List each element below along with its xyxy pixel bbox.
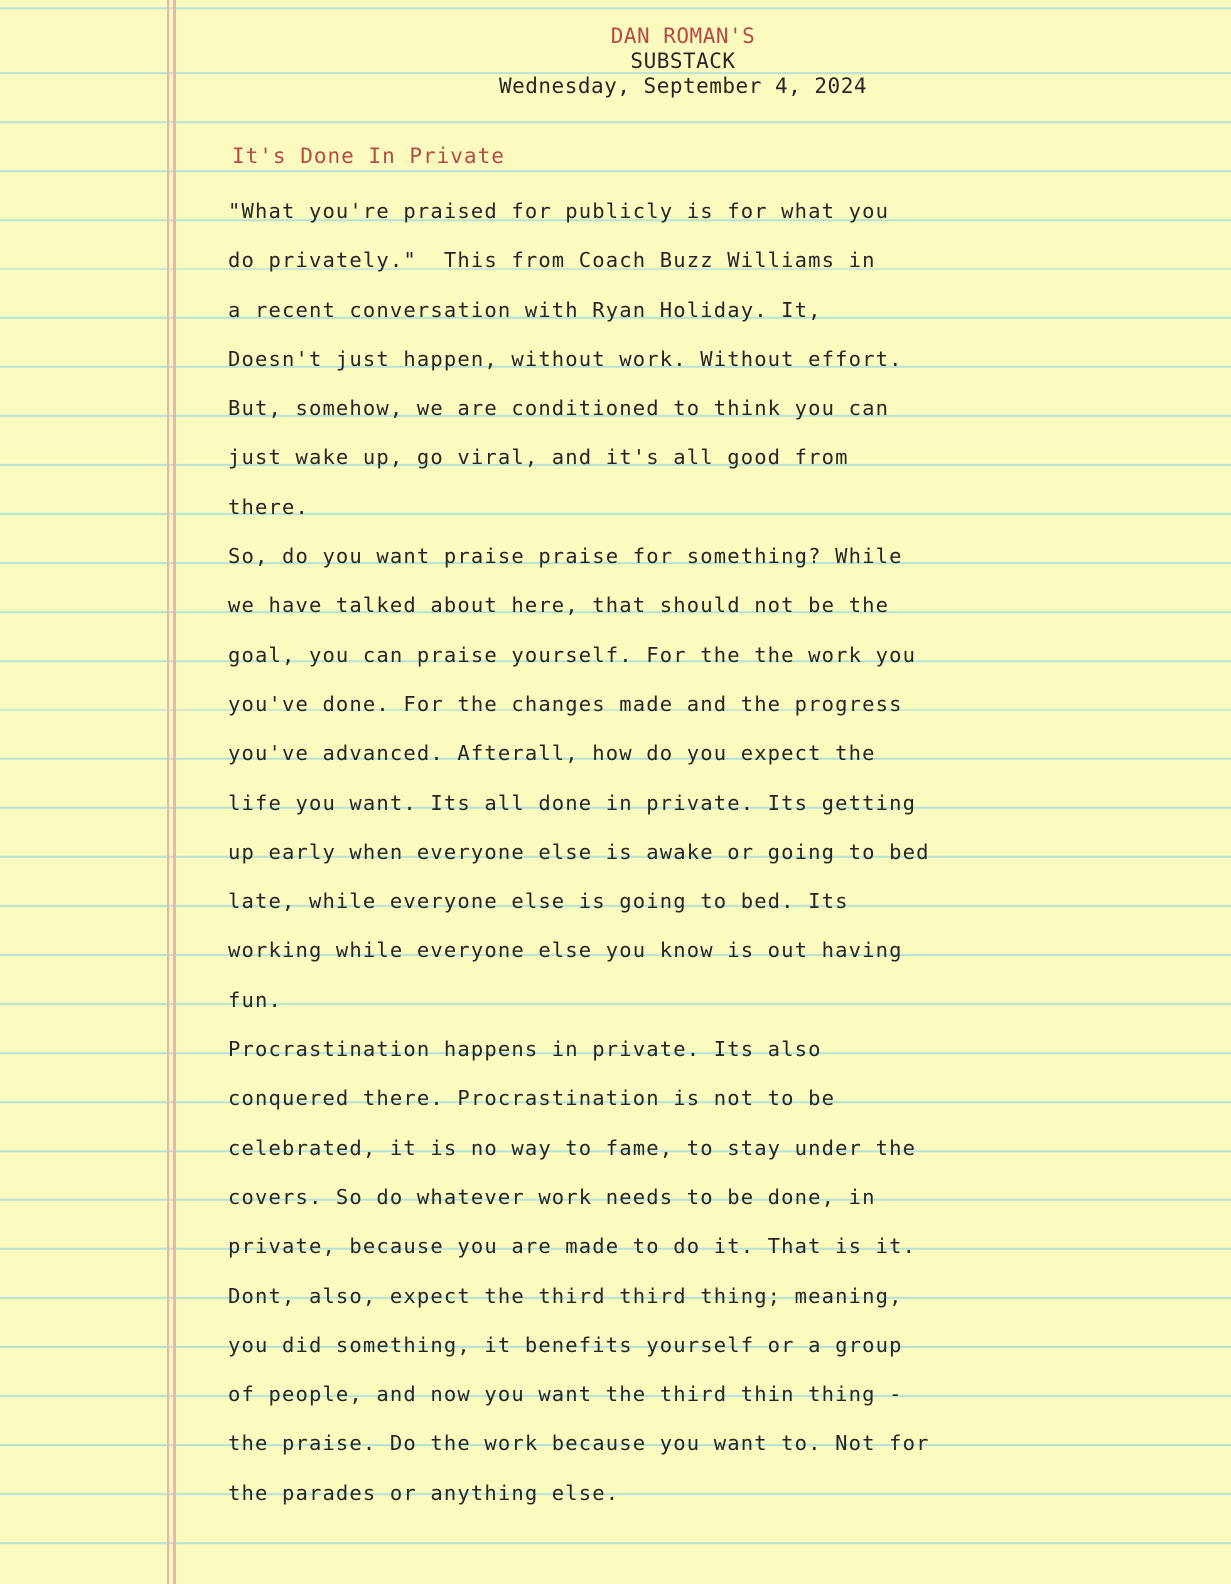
text-line: do privately." This from Coach Buzz Williams in: [228, 248, 876, 273]
post-date: Wednesday, September 4, 2024: [498, 74, 867, 98]
text-line: Procrastination happens in private. Its also: [228, 1037, 822, 1062]
text-line: So, do you want praise praise for something? While: [228, 544, 903, 569]
article-title: It's Done In Private: [232, 144, 505, 168]
text-line: But, somehow, we are conditioned to think you can: [228, 396, 890, 421]
page-header: [0, 24, 1231, 99]
text-line: of people, and now you want the third thin thing -: [228, 1382, 903, 1407]
text-line: goal, you can praise yourself. For the the work you: [228, 642, 917, 667]
text-line: a recent conversation with Ryan Holiday. It,: [228, 297, 822, 322]
text-line: life you want. Its all done in private. Its getting: [228, 790, 917, 815]
text-line: the praise. Do the work because you want to. Not for: [228, 1431, 930, 1456]
text-line: we have talked about here, that should not be the: [228, 593, 890, 618]
text-line: covers. So do whatever work needs to be done, in: [228, 1184, 876, 1209]
text-line: you did something, it benefits yourself or a group: [228, 1332, 903, 1357]
text-line: working while everyone else you know is out having: [228, 938, 903, 963]
text-line: Doesn't just happen, without work. Without effort.: [228, 346, 903, 371]
text-line: conquered there. Procrastination is not to be: [228, 1086, 836, 1111]
text-line: the parades or anything else.: [228, 1480, 620, 1505]
text-line: "What you're praised for publicly is for what you: [228, 199, 890, 223]
text-line: up early when everyone else is awake or going to bed: [228, 839, 930, 864]
text-line: celebrated, it is no way to fame, to stay under the: [228, 1135, 917, 1160]
text-line: you've advanced. Afterall, how do you expect the: [228, 741, 876, 766]
text-line: there.: [228, 494, 309, 519]
brand-name: DAN ROMAN'S: [610, 24, 756, 48]
publication-name: SUBSTACK: [630, 49, 736, 73]
red-margin-line: [167, 0, 176, 1584]
article-body: [228, 196, 1028, 1527]
text-line: just wake up, go viral, and it's all good from: [228, 445, 849, 470]
text-line: fun.: [228, 987, 282, 1012]
text-line: Dont, also, expect the third third thing; meaning,: [228, 1283, 903, 1308]
text-line: you've done. For the changes made and the progress: [228, 691, 903, 716]
text-line: late, while everyone else is going to bed. Its: [228, 889, 849, 914]
text-line: private, because you are made to do it. That is it.: [228, 1234, 917, 1259]
